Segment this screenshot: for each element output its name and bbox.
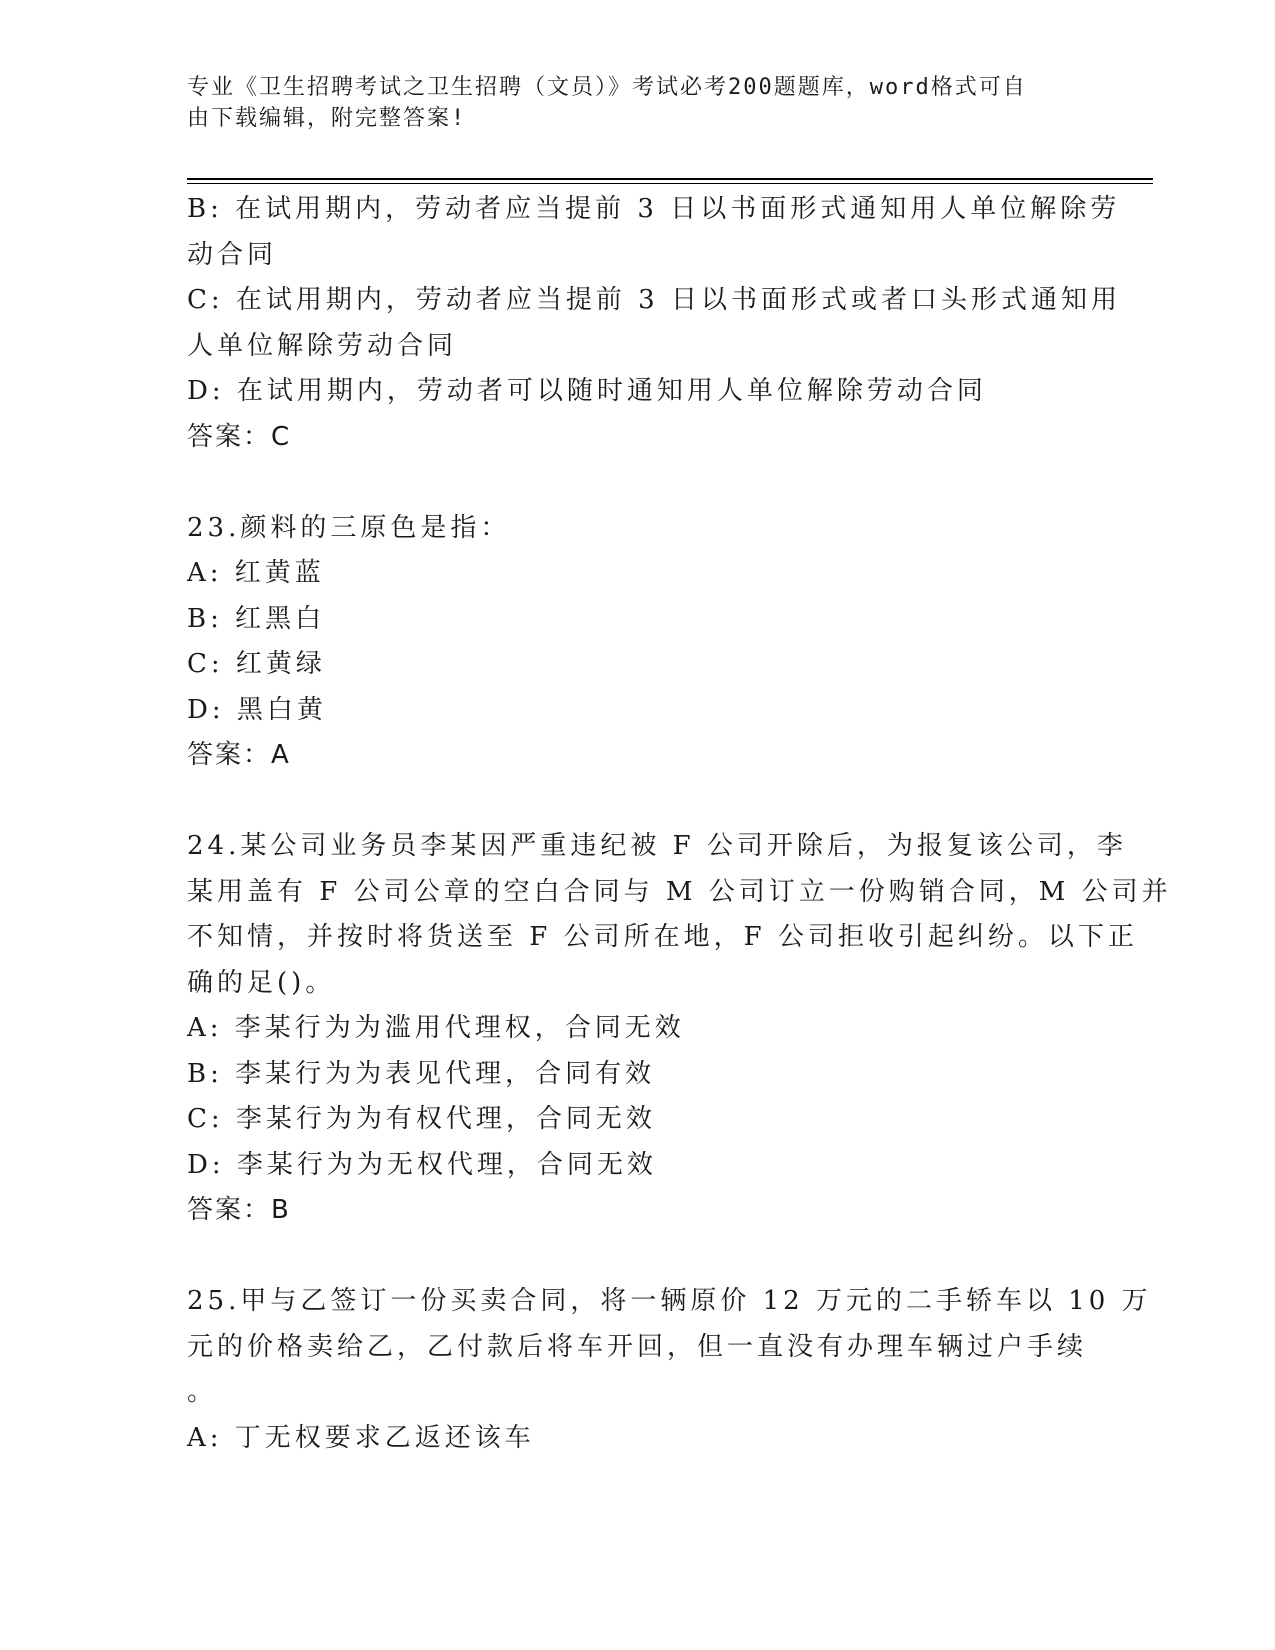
option-a: A: 李某行为为滥用代理权，合同无效 <box>187 1013 685 1043</box>
header-rule-thin <box>187 183 1153 184</box>
question-spacer <box>187 779 1087 825</box>
option-c: C: 李某行为为有权代理，合同无效 <box>187 1104 656 1134</box>
question-25 <box>187 1279 1152 1461</box>
option-b: B: 李某行为为表见代理，合同有效 <box>187 1058 656 1089</box>
question-22 <box>187 187 1121 460</box>
question-stem-line-4: 确的足()。 <box>187 967 336 998</box>
question-stem-line-1: 25.甲与乙签订一份买卖合同，将一辆原价 12 万元的二手轿车以 10 万 <box>187 1286 1152 1316</box>
option-c-line-2: 人单位解除劳动合同 <box>187 330 458 361</box>
option-a: A: 丁无权要求乙返还该车 <box>187 1422 535 1453</box>
option-b: B: 红黑白 <box>187 603 326 634</box>
question-spacer <box>187 1234 1087 1280</box>
option-b-line-1: B: 在试用期内，劳动者应当提前 3 日以书面形式通知用人单位解除劳 <box>187 194 1121 224</box>
option-b-line-2: 动合同 <box>187 239 278 270</box>
option-d: D: 在试用期内，劳动者可以随时通知用人单位解除劳动合同 <box>187 376 987 406</box>
option-c: C: 红黄绿 <box>187 649 326 679</box>
document-header <box>187 72 1067 134</box>
document-body <box>187 187 1172 1461</box>
question-stem-line-1: 24.某公司业务员李某因严重违纪被 F 公司开除后，为报复该公司，李 <box>187 831 1127 861</box>
option-d: D: 黑白黄 <box>187 694 327 725</box>
option-a: A: 红黄蓝 <box>187 558 325 588</box>
question-23 <box>187 506 1087 779</box>
question-24 <box>187 824 1172 1234</box>
question-stem-line-3: 不知情，并按时将货送至 F 公司所在地，F 公司拒收引起纠纷。以下正 <box>187 922 1138 952</box>
question-spacer <box>187 460 1087 506</box>
answer-label: 答案：B <box>187 1195 291 1225</box>
question-stem-line-2: 某用盖有 F 公司公章的空白合同与 M 公司订立一份购销合同，M 公司并 <box>187 876 1172 907</box>
answer-label: 答案：A <box>187 740 291 770</box>
header-rule-thick <box>187 178 1153 180</box>
question-stem-line-2: 元的价格卖给乙，乙付款后将车开回，但一直没有办理车辆过户手续 <box>187 1331 1088 1362</box>
question-stem: 23.颜料的三原色是指： <box>187 512 511 543</box>
header-title-line-1: 专业《卫生招聘考试之卫生招聘（文员）》考试必考200题题库，word格式可自 <box>187 75 1027 100</box>
question-stem-line-3: 。 <box>187 1377 218 1407</box>
answer-label: 答案：C <box>187 421 292 452</box>
header-title-line-2: 由下载编辑，附完整答案! <box>187 106 467 131</box>
option-c-line-1: C: 在试用期内，劳动者应当提前 3 日以书面形式或者口头形式通知用 <box>187 285 1121 315</box>
option-d: D: 李某行为为无权代理，合同无效 <box>187 1149 657 1180</box>
